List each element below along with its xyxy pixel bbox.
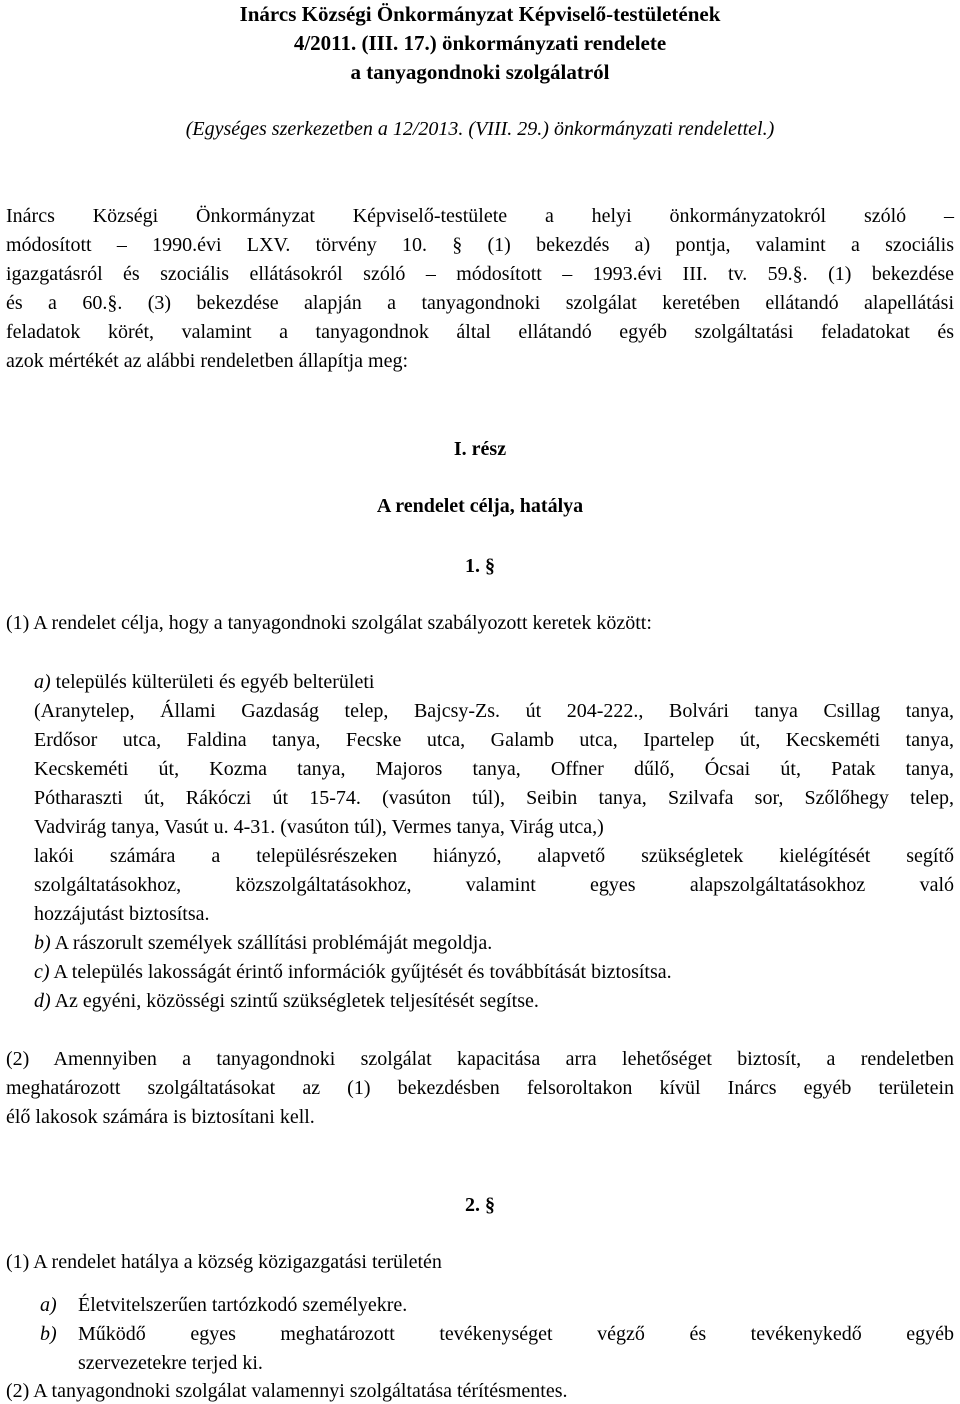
item-a-line: Pótharaszti út, Rákóczi út 15-74. (vasúton túl), Seibin tanya, Szilvafa sor, Szőlőhegy telep, [34,787,954,809]
section-2-item-a-label: a) [40,1294,57,1316]
preamble-line: azok mértékét az alábbi rendeletben állapítja meg: [6,350,409,372]
section-2-heading: 2. § [465,1194,495,1216]
item-c-label: c) [34,961,50,983]
part-number: I. rész [453,438,507,460]
preamble-line: igazgatásról és szociális ellátásokról szóló – módosított – 1993.évi III. tv. 59.§. (1) bekezdése [6,263,954,285]
item-b-label: b) [34,932,51,954]
section-2-item-b-line: Működő egyes meghatározott tevékenységet végző és tevékenykedő egyéb [78,1323,954,1345]
section-1-para-2-line: meghatározott szolgáltatásokat az (1) bekezdésben felsoroltakon kívül Inárcs egyéb területein [6,1077,954,1099]
section-2-item-a-text: Életvitelszerűen tartózkodó személyekre. [78,1294,408,1316]
section-1-para-2-line: (2) Amennyiben a tanyagondnoki szolgálat kapacitása arra lehetőséget biztosít, a rendeletben [6,1048,954,1070]
item-a-text: település külterületi és egyéb belterületi [50,671,375,693]
item-a-line: lakói számára a településrészeken hiányzó, alapvető szükségletek kielégítését segítő [34,845,954,867]
section-2-para-2: (2) A tanyagondnoki szolgálat valamennyi szolgáltatása térítésmentes. [6,1380,568,1402]
section-1-item-c [34,960,954,984]
item-a-line: Vadvirág tanya, Vasút u. 4-31. (vasúton túl), Vermes tanya, Virág utca,) [34,816,604,838]
section-1-heading: 1. § [465,555,495,577]
section-1-item-b [34,931,954,955]
preamble-line: és a 60.§. (3) bekezdése alapján a tanyagondnoki szolgálat keretében ellátandó alapellátási [6,292,954,314]
section-1-para-1: (1) A rendelet célja, hogy a tanyagondnoki szolgálat szabályozott keretek között: [6,612,652,634]
part-title: A rendelet célja, hatálya [376,495,584,517]
section-2-item-b-label: b) [40,1323,57,1345]
item-c-text: A település lakosságát érintő információk gyűjtését és továbbítását biztosítsa. [49,961,672,983]
item-a-line: Kecskeméti út, Kozma tanya, Majoros tanya, Offner dűlő, Ócsai út, Patak tanya, [34,758,954,780]
title-line-3: a tanyagondnoki szolgálatról [350,60,610,84]
consolidated-note: (Egységes szerkezetben a 12/2013. (VIII. 29.) önkormányzati rendelettel.) [185,118,775,140]
section-1-item-a [34,670,954,694]
section-1-item-d [34,989,954,1013]
preamble-line: Inárcs Községi Önkormányzat Képviselő-testülete a helyi önkormányzatokról szóló – [6,205,954,227]
section-1-para-2-line: élő lakosok számára is biztosítani kell. [6,1106,315,1128]
item-d-text: Az egyéni, közösségi szintű szükségletek teljesítését segítse. [50,990,539,1012]
title-line-1: Inárcs Községi Önkormányzat Képviselő-testületének [239,2,721,26]
preamble-line: feladatok körét, valamint a tanyagondnok által ellátandó egyéb szolgáltatási feladatokat és [6,321,954,343]
item-a-line: hozzájutást biztosítsa. [34,903,210,925]
item-d-label: d) [34,990,51,1012]
item-b-text: A rászorult személyek szállítási problémáját megoldja. [50,932,493,954]
preamble-line: módosított – 1990.évi LXV. törvény 10. § (1) bekezdés a) pontja, valamint a szociális [6,234,954,256]
section-2-item-b-line: szervezetekre terjed ki. [78,1352,263,1374]
title-line-2: 4/2011. (III. 17.) önkormányzati rendelete [293,31,667,55]
item-a-line: szolgáltatásokhoz, közszolgáltatásokhoz, valamint egyes alapszolgáltatásokhoz való [34,874,954,896]
item-a-line: Erdősor utca, Faldina tanya, Fecske utca, Galamb utca, Ipartelep út, Kecskeméti tanya, [34,729,954,751]
item-a-label: a) [34,671,51,693]
section-2-para-1: (1) A rendelet hatálya a község közigazgatási területén [6,1251,442,1273]
item-a-line: (Aranytelep, Állami Gazdaság telep, Bajcsy-Zs. út 204-222., Bolvári tanya Csillag tanya, [34,700,954,722]
